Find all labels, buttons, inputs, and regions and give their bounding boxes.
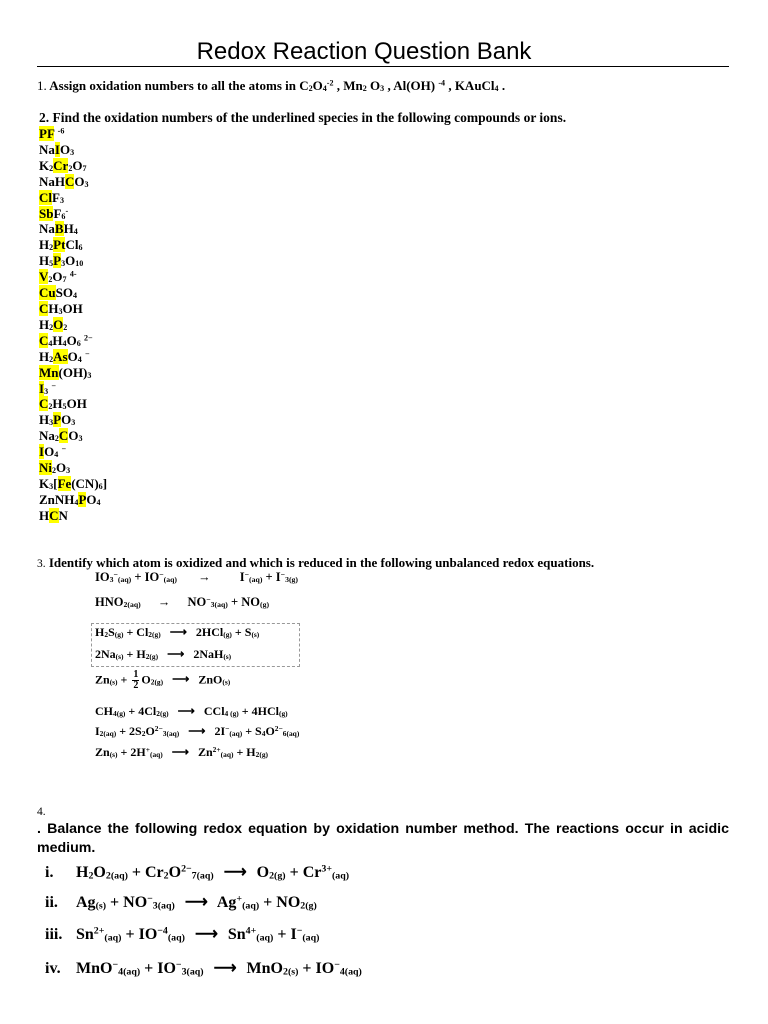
species-item: NaHCO$_3$	[39, 173, 89, 189]
species-item: PF $^{-6}$	[39, 126, 65, 141]
species-item: $K_3[Fe(CN)_6]$	[39, 475, 108, 492]
species-item: $H_2O_2$	[39, 316, 68, 333]
species-item: $IO_4$ −	[39, 444, 67, 460]
question-1-number: 1.	[37, 78, 47, 93]
equation: $CH_{4(g)} + 4Cl_{2(g)}$ ⟶ CCl$_{4 (g)}$ + 4HCl$_{(g)}$	[95, 704, 288, 719]
species-item: $C_2H_5OH$	[39, 396, 87, 412]
q1-part: 2	[308, 84, 313, 94]
equation-label: iii.	[45, 926, 63, 943]
species-item: $H_2PtCl_6$	[39, 237, 83, 253]
species-list	[39, 126, 107, 524]
page-title: Redox Reaction Question Bank	[196, 38, 532, 65]
q1-part: 2	[362, 84, 367, 94]
species-item: SbF$_6$-	[39, 205, 69, 221]
question-4-text: . Balance the following redox equation by oxidation number method. The reactions occur in acidic medium.	[37, 821, 729, 856]
q1-part: O	[312, 78, 323, 93]
title-underline	[37, 66, 729, 67]
species-item: NaBH$_4$	[39, 221, 78, 237]
question-1	[37, 78, 505, 94]
q1-part: , KAuCl	[445, 78, 495, 93]
species-item: ClF$_3$	[39, 189, 64, 205]
question-4-number: 4.	[37, 806, 46, 818]
question-2-text: 2. Find the oxidation numbers of the underlined species in the following compounds or ions.	[39, 110, 567, 125]
species-item: $C_4H_4O_6$ $^{2-}$	[39, 332, 93, 348]
q1-part: 4	[322, 84, 327, 94]
equation: $I_{2(aq)} + 2S_2O^{2-}_{3(aq)}$ ⟶ $2I^-_{(aq)} + S_4O^{2-}_{6(aq)}$	[95, 723, 300, 739]
species-item: $I_3$ −	[39, 380, 56, 396]
q1-part: 3	[380, 84, 385, 94]
equation: iv. $MnO^-_{4(aq)} + IO^-_{3(aq)}$ ⟶ $MnO_{2(s)} + IO^-_{4(aq)}$	[45, 959, 362, 978]
species-item: CuSO$_4$	[39, 285, 77, 301]
species-item: $K_2Cr_2O_7$	[39, 157, 87, 174]
species-item: HCN	[39, 507, 68, 523]
q1-part: O	[366, 78, 381, 93]
q1-part: -4	[438, 78, 446, 88]
equation: $H_2S_{(g)} + Cl_{2(g)}$ ⟶ $2HCl_{(g)} + S_{(s)}$	[95, 625, 260, 640]
q1-part: -2	[326, 78, 334, 88]
equation-label: i.	[45, 864, 54, 881]
equation: i. $H_2O_{2(aq)} + Cr_2O^{2-}_{7(aq)}$ ⟶ $O_{2(g)} + Cr^{3+}_{(aq)}$	[45, 863, 350, 882]
species-item: $V_2O_7$ $^{4-}$	[39, 269, 77, 285]
equation: $Zn_{(s)}$ + $\frac{1}{2}$ $O_{2(g)}$ ⟶ ZnO$_{(s)}$	[95, 669, 231, 691]
equation-label: iv.	[45, 960, 61, 977]
species-item: $H_5P_3O_{10}$	[39, 253, 84, 269]
species-item: $H_3PO_3$	[39, 412, 76, 428]
q1-part: 4	[494, 84, 499, 94]
equation: $IO_3^-_{(aq)} + IO^-_{(aq)} \to I^-_{(aq)} + I^-_{3(g)}$	[95, 569, 298, 585]
species-item: $H_2AsO_4$ −	[39, 348, 90, 364]
q1-part: .	[498, 78, 506, 93]
species-item: $Na_2CO_3$	[39, 428, 83, 444]
equation: $Zn_{(s)} + 2H^+_{(aq)}$ ⟶ $Zn^{2+}_{(aq)} + H_{2(g)}$	[95, 744, 269, 760]
question-1-text: Assign oxidation numbers to all the atoms in C	[49, 78, 309, 93]
species-item: $CH_3OH$	[39, 300, 83, 317]
species-item: $Ni_2O_3$	[39, 460, 71, 476]
equation: $2Na_{(s)} + H_{2(g)}$ ⟶ 2NaH$_{(s)}$	[95, 647, 232, 662]
equation: iii. $Sn^{2+}_{(aq)} + IO^{-4}_{(aq)}$ ⟶ $Sn^{4+}_{(aq)} + I^-_{(aq)}$	[45, 925, 320, 944]
question-3	[37, 555, 594, 571]
question-3-number: 3.	[37, 558, 46, 570]
equation: $HNO_{2(aq)} \to NO^-_{3(aq)} + NO_{(g)}$	[95, 594, 270, 610]
species-item: NaIO$_3$	[39, 141, 75, 158]
species-item: $Mn(OH)_3$	[39, 364, 92, 380]
q1-part: , Al(OH)	[384, 78, 439, 93]
question-3-text: Identify which atom is oxidized and which is reduced in the following unbalanced redox equations.	[48, 555, 595, 570]
equation-label: ii.	[45, 894, 58, 911]
q1-part: , Mn	[333, 78, 363, 93]
species-item: $ZnNH_4PO_4$	[39, 491, 101, 508]
equation: ii. $Ag_{(s)} + NO^-_{3(aq)}$ ⟶ $Ag^+_{(aq)} + NO_{2(g)}$	[45, 893, 317, 912]
